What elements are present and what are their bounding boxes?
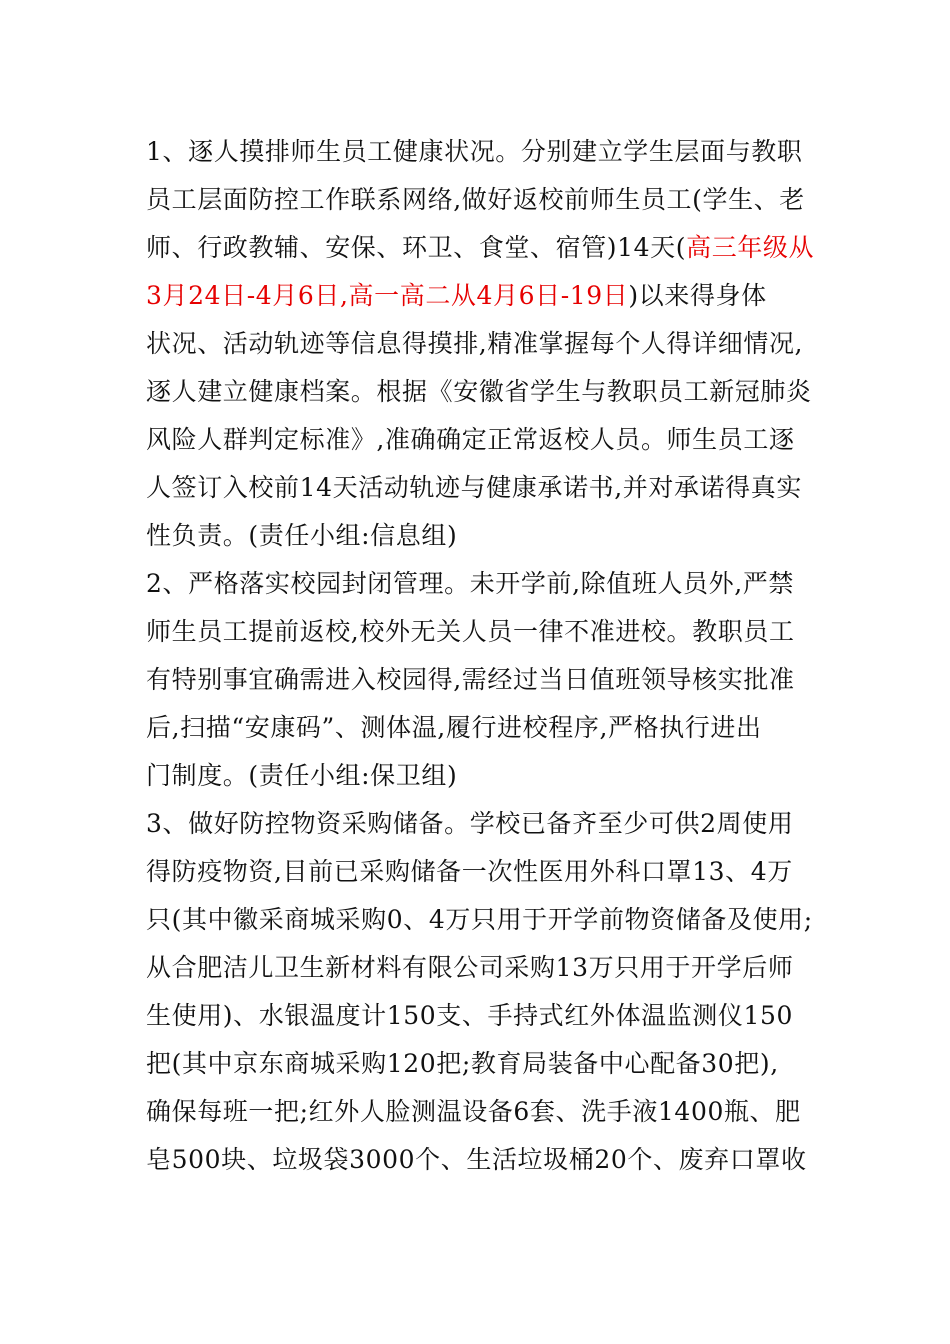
- paragraph-line: [146, 228, 814, 268]
- paragraph-line: 风险人群判定标准》,准确确定正常返校人员。师生员工逐: [146, 425, 795, 454]
- paragraph-line: [146, 276, 767, 316]
- paragraph-line: 生使用)、水银温度计150支、手持式红外体温监测仪150: [146, 1001, 793, 1030]
- paragraph-line: 3、做好防控物资采购储备。学校已备齐至少可供2周使用: [146, 809, 794, 838]
- paragraph-line: 1、逐人摸排师生员工健康状况。分别建立学生层面与教职: [146, 137, 803, 166]
- line-text: 师、行政教辅、安保、环卫、食堂、宿管)14天(: [146, 233, 687, 262]
- paragraph-line: 只(其中徽采商城采购0、4万只用于开学前物资储备及使用;: [146, 905, 813, 934]
- paragraph-line: 状况、活动轨迹等信息得摸排,精准掌握每个人得详细情况,: [146, 329, 804, 358]
- paragraph-line: 门制度。(责任小组:保卫组): [146, 761, 458, 790]
- paragraph-line: 有特别事宜确需进入校园得,需经过当日值班领导核实批准: [146, 665, 795, 694]
- paragraph-line: 员工层面防控工作联系网络,做好返校前师生员工(学生、老: [146, 185, 805, 214]
- paragraph-line: 把(其中京东商城采购120把;教育局装备中心配备30把),: [146, 1049, 779, 1078]
- paragraph-line: 皂500块、垃圾袋3000个、生活垃圾桶20个、废弃口罩收: [146, 1145, 807, 1174]
- paragraph-line: 逐人建立健康档案。根据《安徽省学生与教职员工新冠肺炎: [146, 377, 812, 406]
- highlighted-text: 3月24日-4月6日,高一高二从4月6日-19日: [146, 281, 629, 310]
- paragraph-line: 人签订入校前14天活动轨迹与健康承诺书,并对承诺得真实: [146, 473, 802, 502]
- paragraph-line: 得防疫物资,目前已采购储备一次性医用外科口罩13、4万: [146, 857, 793, 886]
- paragraph-line: 确保每班一把;红外人脸测温设备6套、洗手液1400瓶、肥: [146, 1097, 801, 1126]
- highlighted-text: 高三年级从: [686, 233, 815, 262]
- paragraph-line: 从合肥洁儿卫生新材料有限公司采购13万只用于开学后师: [146, 953, 794, 982]
- paragraph-line: 性负责。(责任小组:信息组): [146, 521, 458, 550]
- paragraph-line: 师生员工提前返校,校外无关人员一律不准进校。教职员工: [146, 617, 795, 646]
- paragraph-line: 后,扫描“安康码”、测体温,履行进校程序,严格执行进出: [146, 713, 762, 742]
- paragraph-line: 2、严格落实校园封闭管理。未开学前,除值班人员外,严禁: [146, 569, 795, 598]
- line-text: )以来得身体: [628, 281, 767, 310]
